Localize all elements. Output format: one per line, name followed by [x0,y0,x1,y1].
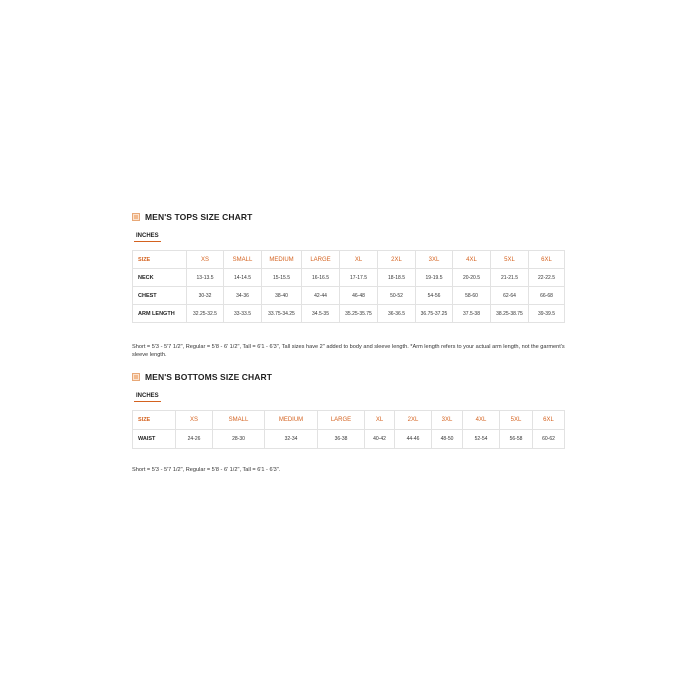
table-cell: 36-38 [318,430,365,449]
table-cell: 38.25-38.75 [491,305,529,323]
size-header-small: SMALL [224,251,262,269]
row-label-neck: NECK [133,269,187,287]
table-cell: 13-13.5 [187,269,224,287]
size-header-4xl: 4XL [453,251,491,269]
table-cell: 37.5-38 [453,305,491,323]
table-cell: 66-68 [529,287,565,305]
tops-title: MEN'S TOPS SIZE CHART [145,212,253,222]
bottoms-heading [132,371,564,383]
table-cell: 18-18.5 [378,269,416,287]
row-label-arm-length: ARM LENGTH [133,305,187,323]
bottoms-size-table [132,410,565,449]
bottoms-section [132,371,564,449]
table-cell: 50-52 [378,287,416,305]
bottoms-unit-tab-inches[interactable]: INCHES [134,393,161,402]
table-cell: 17-17.5 [340,269,378,287]
tops-note: Short = 5'3 - 5'7 1/2", Regular = 5'8 - 6' 1/2", Tall = 6'1 - 6'3", Tall sizes have 2" added to body and sleeve length. *Arm length refers to your actual arm length, not the garment's sleeve length. [132,344,565,358]
size-column-header: SIZE [133,411,176,430]
table-cell: 56-58 [500,430,533,449]
bottoms-note: Short = 5'3 - 5'7 1/2", Regular = 5'8 - 6' 1/2", Tall = 6'1 - 6'3". [132,467,281,473]
size-header-6xl: 6XL [529,251,565,269]
size-header-medium: MEDIUM [265,411,318,430]
size-header-medium: MEDIUM [262,251,302,269]
size-header-6xl: 6XL [533,411,565,430]
table-cell: 22-22.5 [529,269,565,287]
table-cell: 42-44 [302,287,340,305]
size-header-5xl: 5XL [500,411,533,430]
size-header-large: LARGE [318,411,365,430]
table-cell: 36.75-37.25 [416,305,453,323]
table-cell: 39-39.5 [529,305,565,323]
size-column-header: SIZE [133,251,187,269]
table-row [133,287,565,305]
table-cell: 36-36.5 [378,305,416,323]
size-header-small: SMALL [213,411,265,430]
row-label-chest: CHEST [133,287,187,305]
square-bullet-icon [132,373,140,381]
table-cell: 48-50 [432,430,463,449]
square-bullet-icon [132,213,140,221]
table-cell: 28-30 [213,430,265,449]
bottoms-title: MEN'S BOTTOMS SIZE CHART [145,372,273,382]
size-header-xs: XS [176,411,213,430]
size-header-xl: XL [365,411,395,430]
table-cell: 35.25-35.75 [340,305,378,323]
table-row [133,305,565,323]
tops-heading [132,211,564,223]
table-cell: 15-15.5 [262,269,302,287]
table-cell: 44-46 [395,430,432,449]
table-header-row [133,411,565,430]
table-cell: 20-20.5 [453,269,491,287]
table-cell: 24-26 [176,430,213,449]
size-header-2xl: 2XL [395,411,432,430]
table-cell: 60-62 [533,430,565,449]
tops-unit-tab-inches[interactable]: INCHES [134,233,161,242]
table-cell: 40-42 [365,430,395,449]
tops-section [132,211,564,323]
size-header-xs: XS [187,251,224,269]
size-header-large: LARGE [302,251,340,269]
table-cell: 32.25-32.5 [187,305,224,323]
table-cell: 58-60 [453,287,491,305]
table-cell: 33-33.5 [224,305,262,323]
size-header-5xl: 5XL [491,251,529,269]
table-cell: 62-64 [491,287,529,305]
table-row [133,430,565,449]
size-header-xl: XL [340,251,378,269]
table-cell: 33.75-34.25 [262,305,302,323]
tops-size-table [132,250,565,323]
table-row [133,269,565,287]
size-header-2xl: 2XL [378,251,416,269]
table-cell: 54-56 [416,287,453,305]
table-cell: 52-54 [463,430,500,449]
size-header-3xl: 3XL [432,411,463,430]
table-cell: 16-16.5 [302,269,340,287]
size-header-3xl: 3XL [416,251,453,269]
table-cell: 14-14.5 [224,269,262,287]
table-cell: 30-32 [187,287,224,305]
row-label-waist: WAIST [133,430,176,449]
table-cell: 34-36 [224,287,262,305]
table-cell: 21-21.5 [491,269,529,287]
table-cell: 32-34 [265,430,318,449]
table-cell: 19-19.5 [416,269,453,287]
size-header-4xl: 4XL [463,411,500,430]
table-cell: 46-48 [340,287,378,305]
table-cell: 38-40 [262,287,302,305]
table-cell: 34.5-35 [302,305,340,323]
table-header-row [133,251,565,269]
